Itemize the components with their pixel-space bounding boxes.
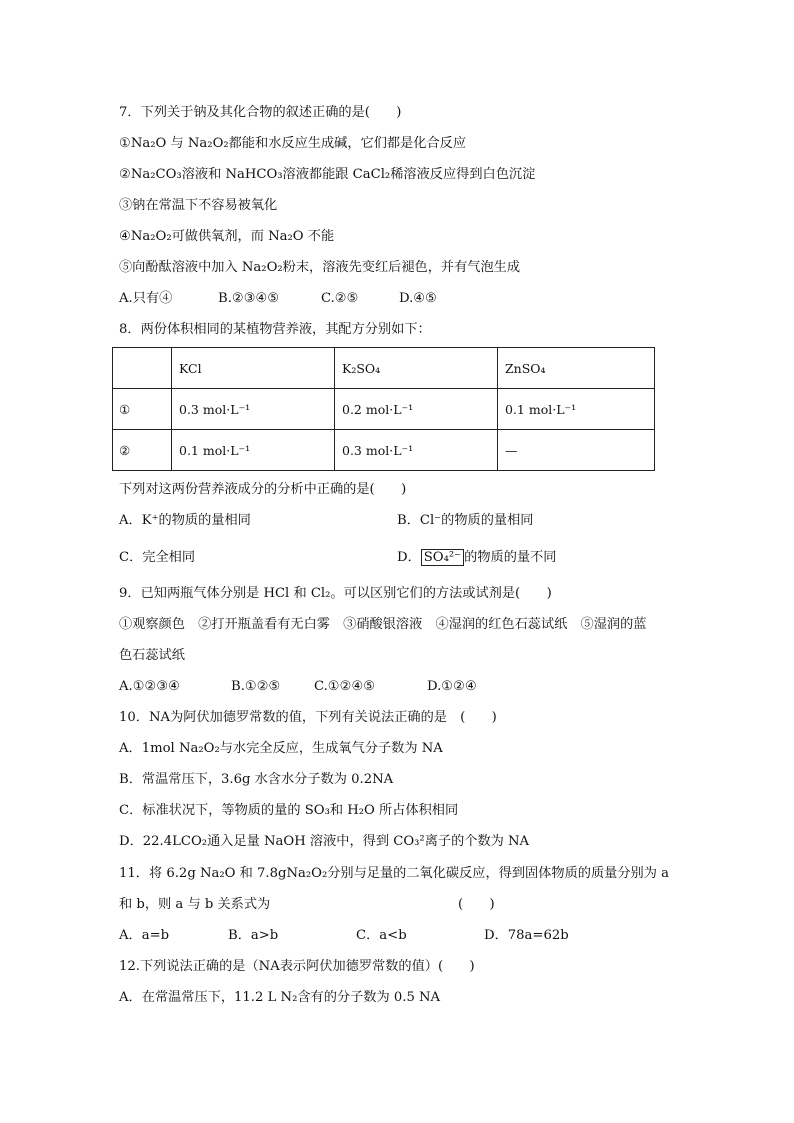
nutrient-table xyxy=(112,347,655,471)
sulfate-ion-box: SO₄²⁻ xyxy=(421,549,464,566)
q9-line-2: 色石蕊试纸 xyxy=(119,648,185,663)
q12-option-a: A．在常温常压下，11.2 L N₂含有的分子数为 0.5 NA xyxy=(119,990,441,1005)
q7-item-4: ④Na₂O₂可做供氧剂，而 Na₂O 不能 xyxy=(119,229,335,244)
q11-option-d: D．78a=62b xyxy=(484,928,569,943)
q9-option-b: B.①②⑤ xyxy=(231,679,281,694)
table-cell: 0.1 mol·L⁻¹ xyxy=(172,430,335,471)
q10-option-b: B．常温常压下，3.6g 水含水分子数为 0.2NA xyxy=(119,772,394,787)
table-row xyxy=(113,389,655,430)
table-cell: 0.3 mol·L⁻¹ xyxy=(172,389,335,430)
q7-option-a: A.只有④ xyxy=(119,291,173,306)
q8-option-d-text: 的物质的量不同 xyxy=(464,550,557,565)
q7-item-5: ⑤向酚酞溶液中加入 Na₂O₂粉末，溶液先变红后褪色，并有气泡生成 xyxy=(119,260,521,275)
q7-item-1: ①Na₂O 与 Na₂O₂都能和水反应生成碱，它们都是化合反应 xyxy=(119,136,467,151)
table-header-cell xyxy=(113,348,172,389)
q11-answer-paren: ( ) xyxy=(458,897,495,912)
q7-item-2: ②Na₂CO₃溶液和 NaHCO₃溶液都能跟 CaCl₂稀溶液反应得到白色沉淀 xyxy=(119,167,536,182)
q12-stem: 12.下列说法正确的是（NA表示阿伏加德罗常数的值）( ) xyxy=(119,959,475,974)
table-cell: ① xyxy=(113,389,172,430)
table-header-cell: K₂SO₄ xyxy=(335,348,498,389)
q8-option-d xyxy=(397,549,556,567)
q11-option-a: A．a=b xyxy=(119,928,170,943)
table-header-cell: ZnSO₄ xyxy=(498,348,655,389)
q11-option-c: C．a<b xyxy=(356,928,407,943)
q7-stem: 7．下列关于钠及其化合物的叙述正确的是( ) xyxy=(119,105,402,120)
q7-item-3: ③钠在常温下不容易被氧化 xyxy=(119,198,278,213)
q8-stem: 8．两份体积相同的某植物营养液，其配方分别如下： xyxy=(119,322,431,337)
q8-option-d-label: D． xyxy=(397,550,421,565)
q11-option-b: B．a>b xyxy=(228,928,279,943)
q8-option-c: C．完全相同 xyxy=(119,550,196,565)
table-row xyxy=(113,430,655,471)
table-cell: 0.3 mol·L⁻¹ xyxy=(335,430,498,471)
q7-option-d: D.④⑤ xyxy=(399,291,437,306)
q8-option-b: B．Cl⁻的物质的量相同 xyxy=(397,513,534,528)
q10-option-d: D．22.4LCO₂通入足量 NaOH 溶液中，得到 CO₃²离子的个数为 NA xyxy=(119,834,530,849)
q9-line-1: ①观察颜色 ②打开瓶盖看有无白雾 ③硝酸银溶液 ④湿润的红色石蕊试纸 ⑤湿润的蓝 xyxy=(119,617,647,632)
q10-stem: 10．NA为阿伏加德罗常数的值，下列有关说法正确的是 ( ) xyxy=(119,710,497,725)
q7-option-b: B.②③④⑤ xyxy=(218,291,280,306)
q9-stem: 9．已知两瓶气体分别是 HCl 和 Cl₂。可以区别它们的方法或试剂是( ) xyxy=(119,586,552,601)
table-cell: 0.1 mol·L⁻¹ xyxy=(498,389,655,430)
q10-option-a: A．1mol Na₂O₂与水完全反应，生成氧气分子数为 NA xyxy=(119,741,443,756)
q11-line-1: 11．将 6.2g Na₂O 和 7.8gNa₂O₂分别与足量的二氧化碳反应，得到固体物质的质量分别为 a xyxy=(119,866,669,881)
q9-option-c: C.①②④⑤ xyxy=(314,679,376,694)
table-cell: — xyxy=(498,430,655,471)
table-cell: ② xyxy=(113,430,172,471)
table-cell: 0.2 mol·L⁻¹ xyxy=(335,389,498,430)
q8-option-a: A．K⁺的物质的量相同 xyxy=(119,513,251,528)
q11-line-2: 和 b，则 a 与 b 关系式为 xyxy=(119,897,271,912)
q8-question: 下列对这两份营养液成分的分析中正确的是( ) xyxy=(119,482,407,497)
table-header-cell: KCl xyxy=(172,348,335,389)
q9-option-a: A.①②③④ xyxy=(119,679,181,694)
q7-option-c: C.②⑤ xyxy=(321,291,359,306)
table-header-row xyxy=(113,348,655,389)
q10-option-c: C．标准状况下，等物质的量的 SO₃和 H₂O 所占体积相同 xyxy=(119,803,459,818)
q9-option-d: D.①②④ xyxy=(427,679,477,694)
